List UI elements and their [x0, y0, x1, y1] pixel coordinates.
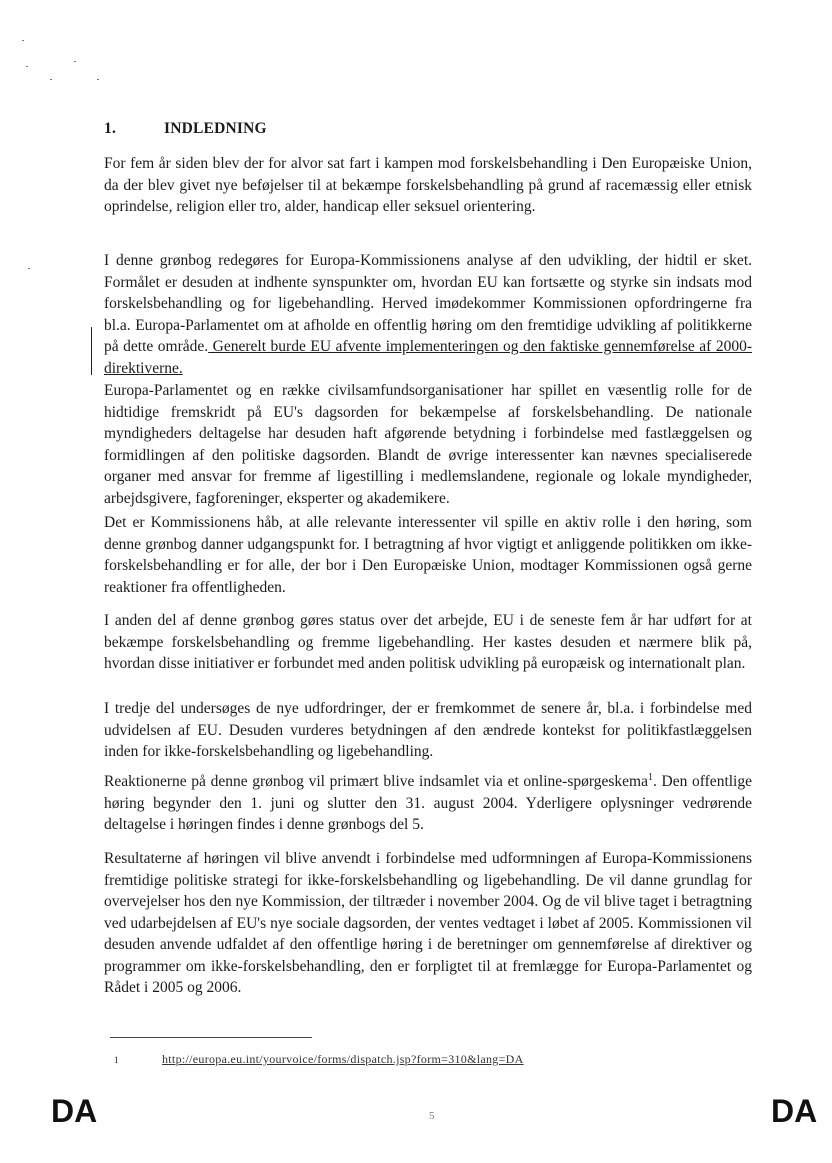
- paragraph-5: I anden del af denne grønbog gøres status over det arbejde, EU i de seneste fem år har udført for at bekæmpe forskelsbehandling og fremme ligebehandling. Her kastes desuden et nærmere blik på, hvordan disse initiativer er forbundet med anden politisk udvikling på europæisk og internationalt plan.: [104, 612, 752, 672]
- paragraph-7: [104, 771, 752, 836]
- paragraph-8: Resultaterne af høringen vil blive anvendt i forbindelse med udformningen af Europa-Kommissionens fremtidige politiske strategi for ikke-forskelsbehandling og ligebehandling. De vil danne grundlag for overvejelser hos den nye Kommission, der tiltræder i november 2004. Og de vil blive taget i betragtning ved udarbejdelsen af EU's nye sociale dagsorden, der ventes vedtaget i løbet af 2005. Kommissionen vil desuden anvende udfaldet af den offentlige høring i de beretninger om gennemførelse af direktiver og programmer om ikke-forskelsbehandling, den er forpligtet til at fremlægge for Europa-Parlamentet og Rådet i 2005 og 2006.: [104, 850, 752, 996]
- paragraph-6: I tredje del undersøges de nye udfordringer, der er fremkommet de senere år, bl.a. i forbindelse med udvidelsen af EU. Desuden vurderes betydningen af den ændrede kontekst for politikfastlæggelsen inden for ikke-forskelsbehandling og ligebehandling.: [104, 700, 752, 760]
- scan-speck: [22, 40, 24, 41]
- footnote-link[interactable]: http://europa.eu.int/yourvoice/forms/dispatch.jsp?form=310&lang=DA: [162, 1052, 524, 1066]
- scan-speck: [26, 66, 28, 67]
- paragraph-2: [104, 250, 752, 379]
- footnote-mark: 1: [114, 1055, 119, 1065]
- scan-speck: [28, 268, 30, 269]
- paragraph-7-text-after: . Den offentlige høring begynder den 1. juni og slutter den 31. august 2004. Yderligere oplysninger vedrørende deltagelse i høringen findes i denne grønbogs del 5.: [104, 773, 752, 833]
- revision-bar: [91, 327, 92, 375]
- scan-speck: [97, 79, 99, 80]
- scan-speck: [74, 61, 76, 62]
- paragraph-1: For fem år siden blev der for alvor sat fart i kampen mod forskelsbehandling i Den Europæiske Union, da der blev givet nye beføjelser til at bekæmpe forskelsbehandling på grund af racemæssig eller etnisk oprindelse, religion eller tro, alder, handicap eller seksuel orientering.: [104, 155, 752, 215]
- footnote-reference[interactable]: 1: [647, 771, 653, 783]
- scan-speck: [50, 79, 52, 80]
- section-heading: [104, 120, 267, 138]
- section-number: 1.: [104, 120, 117, 137]
- paragraph-7-text-before: Reaktionerne på denne grønbog vil primært blive indsamlet via et online-spørgeskema: [104, 773, 648, 790]
- page-number: 5: [429, 1110, 435, 1122]
- paragraph-3: Europa-Parlamentet og en række civilsamfundsorganisationer har spillet en væsentlig rolle for de hidtidige fremskridt på EU's dagsorden for bekæmpelse af forskelsbehandling. De nationale myndigheders deltagelse har desuden haft afgørende betydning i forbindelse med fastlæggelsen og formidlingen af den politiske dagsorden. Blandt de øvrige interessenter kan nævnes specialiserede organer med ansvar for fremme af ligestilling i medlemslandene, regionale og lokale myndigheder, arbejdsgivere, fagforeninger, eksperter og akademikere.: [104, 382, 752, 507]
- section-title: INDLEDNING: [164, 120, 267, 137]
- paragraph-2-underlined-text: Generelt burde EU afvente implementeringen og den faktiske gennemførelse af 2000-direktiverne.: [104, 338, 752, 377]
- footnote-divider: [110, 1037, 312, 1038]
- language-code-right: DA: [771, 1093, 818, 1129]
- paragraph-2-text: I denne grønbog redegøres for Europa-Kommissionens analyse af den udvikling, der hidtil er sket. Formålet er desuden at indhente synspunkter om, hvordan EU kan fortsætte og styrke sin indsats mod forskelsbehandling og for ligebehandling. Herved imødekommer Kommissionen opfordringerne fra bl.a. Europa-Parlamentet om at afholde en offentlig høring om den fremtidige udvikling af politikkerne på dette område.: [104, 252, 752, 355]
- language-code-left: DA: [51, 1093, 98, 1129]
- paragraph-4: Det er Kommissionens håb, at alle relevante interessenter vil spille en aktiv rolle i den høring, som denne grønbog danner udgangspunkt for. I betragtning af hvor vigtigt et anliggende politikken om ikke-forskelsbehandling er for alle, der bor i Den Europæiske Union, modtager Kommissionen også gerne reaktioner fra offentligheden.: [104, 514, 752, 596]
